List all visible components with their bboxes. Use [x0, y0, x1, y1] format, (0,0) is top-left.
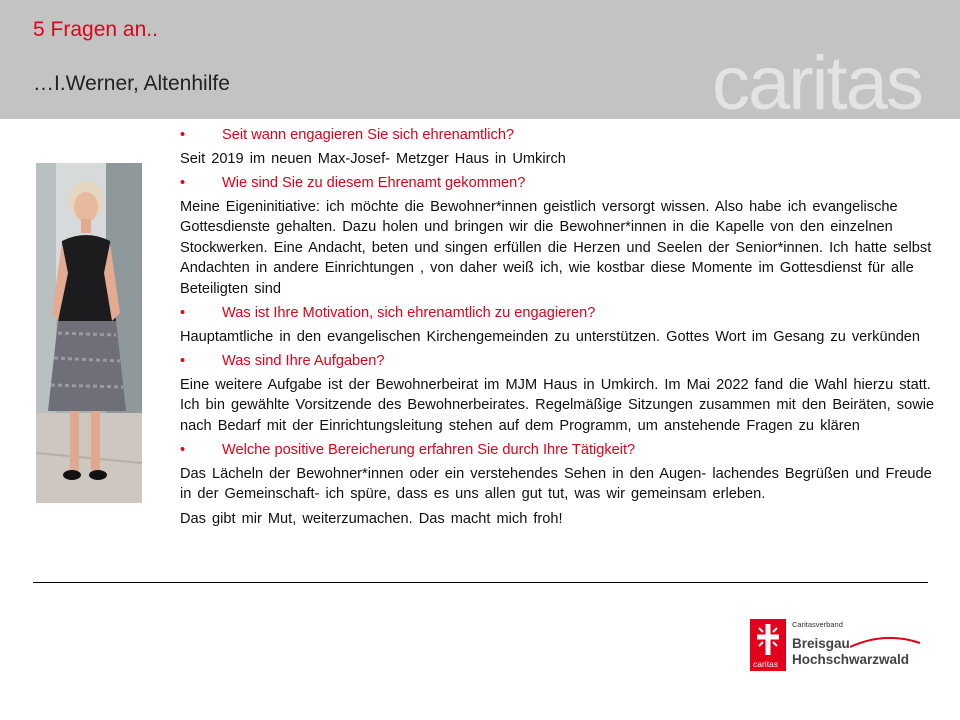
- qa-content: [180, 123, 948, 533]
- answer-4: Eine weitere Aufgabe ist der Bewohnerbeirat im MJM Haus in Umkirch. Im Mai 2022 fand die Wahl hierzu statt. Ich bin gewählte Vorsitzende des Bewohnerbeirates. Regelmäßige Sitzungen zusammen mit den Beiräten, sowie nach Bedarf mit der Einrichtungsleitung stehen auf dem Programm, um anstehende Fragen zu klären: [180, 376, 935, 434]
- bullet-icon: •: [180, 353, 186, 369]
- answer-3: Hauptamtliche in den evangelischen Kirchengemeinden zu unterstützen. Gottes Wort im Gesang zu verkünden: [180, 328, 921, 345]
- logo-line-2: Hochschwarzwald: [792, 652, 910, 667]
- divider-line: [33, 582, 928, 583]
- logo-line-1: Breisgau: [792, 636, 850, 651]
- page-subtitle: …I.Werner, Altenhilfe: [33, 72, 230, 95]
- bullet-icon: •: [180, 175, 186, 191]
- bullet-icon: •: [180, 442, 186, 458]
- question-text: Was sind Ihre Aufgaben?: [222, 353, 385, 369]
- question-3: [180, 303, 948, 324]
- question-text: Seit wann engagieren Sie sich ehrenamtlich?: [222, 127, 515, 143]
- question-1: [180, 125, 948, 146]
- question-5: [180, 440, 948, 461]
- question-4: [180, 351, 948, 372]
- closing-text: Das gibt mir Mut, weiterzumachen. Das macht mich froh!: [180, 510, 563, 527]
- bullet-icon: •: [180, 127, 186, 143]
- logo-badge-text: caritas: [753, 659, 779, 669]
- header-bar: [0, 0, 960, 126]
- bullet-icon: •: [180, 305, 186, 321]
- answer-2: Meine Eigeninitiative: ich möchte die Bewohner*innen geistlich versorgt wissen. Also habe ich evangelische Gottesdienste gehalten. Dazu holen und bringen wir die Bewohner*innen in die Kapelle von den einzelnen Stockwerken. Eine Andacht, beten und singen erfüllen die Herzen und Seelen der Senior*innen. Ich hatte selbst Andachten in andere Einrichtungen , von daher weiß ich, wie kostbar diese Momente im Gottesdienst für alle Beteiligten sind: [180, 198, 932, 297]
- portrait-photo: [36, 163, 142, 503]
- caritas-watermark: caritas: [712, 41, 922, 126]
- page-title: 5 Fragen an..: [33, 18, 158, 41]
- question-text: Wie sind Sie zu diesem Ehrenamt gekommen?: [222, 175, 526, 191]
- answer-5: Das Lächeln der Bewohner*innen oder ein verstehendes Sehen in den Augen- lachendes Begrüßen und Freude in der Gemeinschaft- ich spüre, dass es uns allen gut tut, was wir gemeinsam erleben.: [180, 465, 932, 502]
- question-text: Was ist Ihre Motivation, sich ehrenamtlich zu engagieren?: [222, 305, 596, 321]
- question-2: [180, 173, 948, 194]
- logo-org-label: Caritasverband: [792, 620, 843, 629]
- answer-1: Seit 2019 im neuen Max-Josef- Metzger Haus in Umkirch: [180, 150, 566, 167]
- question-text: Welche positive Bereicherung erfahren Sie durch Ihre Tätigkeit?: [222, 442, 636, 458]
